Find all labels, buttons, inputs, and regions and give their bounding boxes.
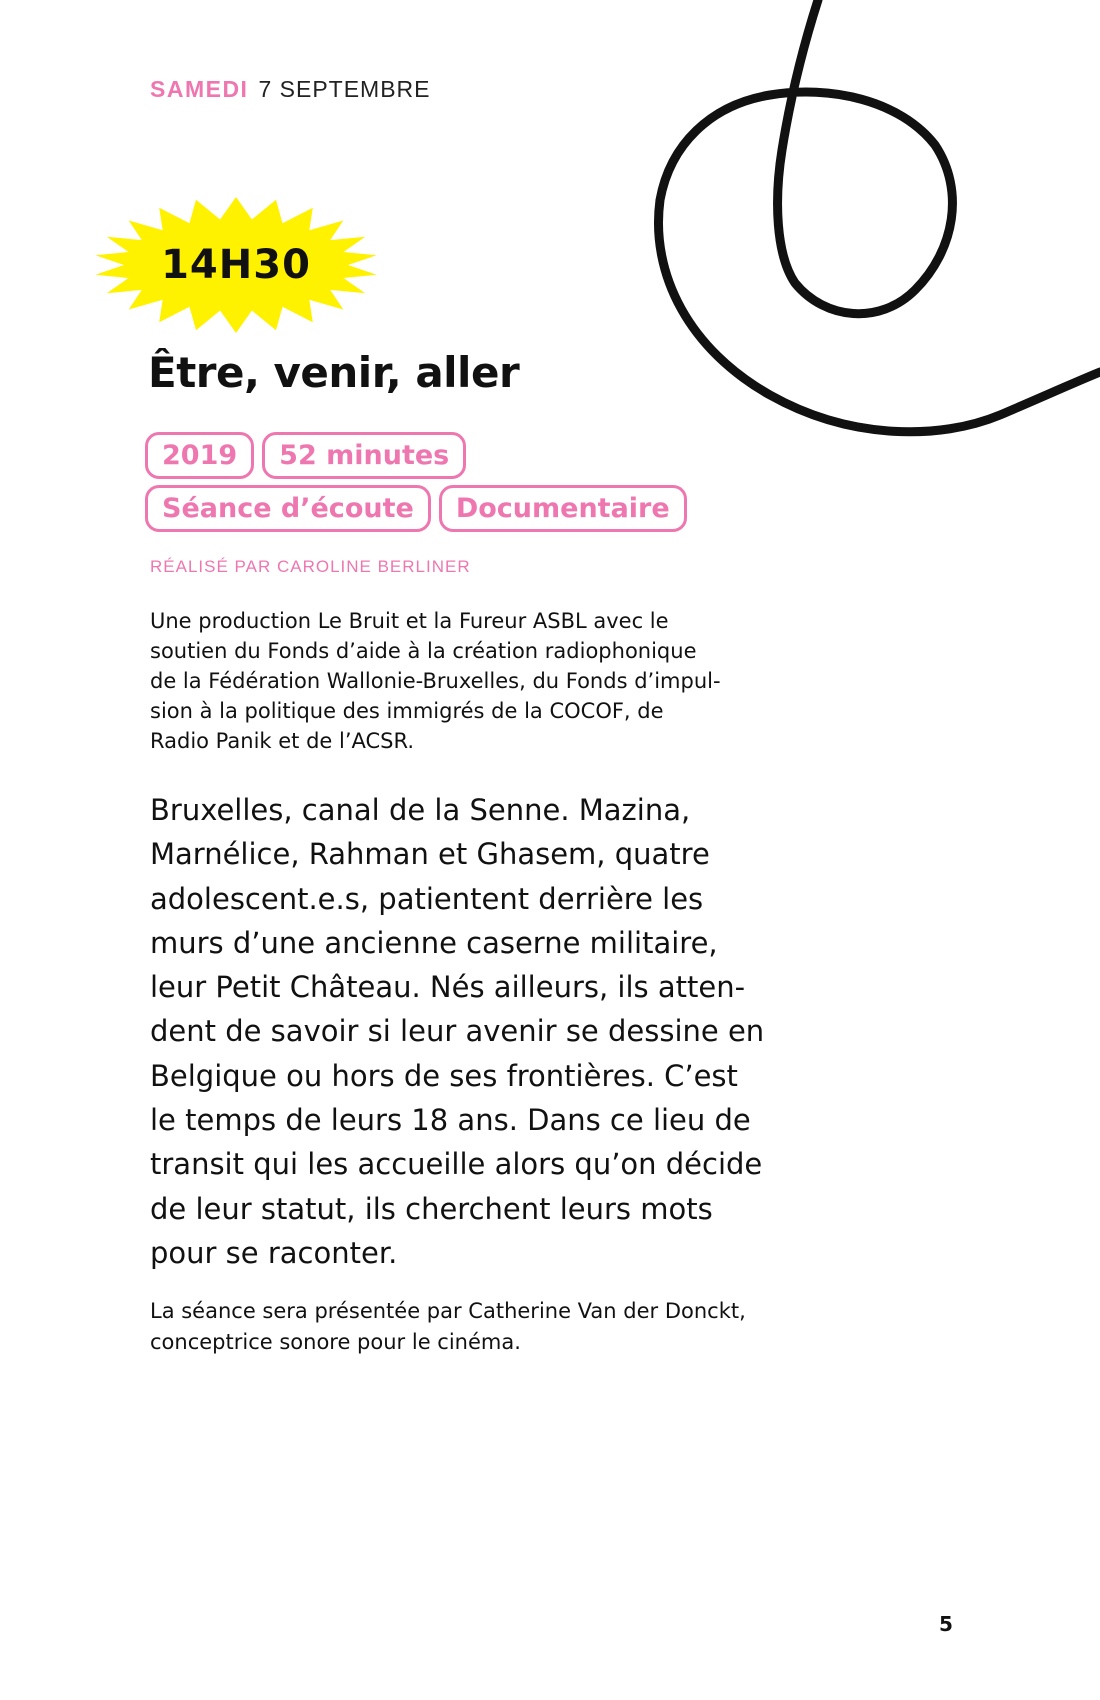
production-line: soutien du Fonds d’aide à la création radiophonique xyxy=(150,639,697,663)
presenter-note xyxy=(150,1296,870,1358)
production-line: Une production Le Bruit et la Fureur ASBL avec le xyxy=(150,609,669,633)
synopsis-line: transit qui les accueille alors qu’on décide xyxy=(150,1147,763,1182)
synopsis xyxy=(150,788,870,1275)
synopsis-line: de leur statut, ils cherchent leurs mots xyxy=(150,1191,713,1226)
tag-row-type xyxy=(145,485,687,532)
production-line: sion à la politique des immigrés de la COCOF, de xyxy=(150,699,664,723)
director-credit: RÉALISÉ PAR CAROLINE BERLINER xyxy=(150,557,471,576)
page-number: 5 xyxy=(939,1612,953,1636)
tag-year: 2019 xyxy=(145,432,254,479)
event-day: SAMEDI xyxy=(150,76,249,102)
presenter-line: conceptrice sonore pour le cinéma. xyxy=(150,1330,521,1354)
event-date-text: 7 SEPTEMBRE xyxy=(258,76,431,102)
synopsis-line: dent de savoir si leur avenir se dessine en xyxy=(150,1014,765,1049)
tag-format: Séance d’écoute xyxy=(145,485,431,532)
presenter-line: La séance sera présentée par Catherine Van der Donckt, xyxy=(150,1299,746,1323)
squiggle-line-decoration xyxy=(600,0,1100,500)
synopsis-line: le temps de leurs 18 ans. Dans ce lieu de xyxy=(150,1103,751,1138)
tag-row-info xyxy=(145,432,466,479)
synopsis-line: adolescent.e.s, patientent derrière les xyxy=(150,881,704,916)
synopsis-line: Belgique ou hors de ses frontières. C’est xyxy=(150,1058,738,1093)
tag-genre: Documentaire xyxy=(439,485,687,532)
production-line: de la Fédération Wallonie-Bruxelles, du Fonds d’impul- xyxy=(150,669,721,693)
time-burst-badge xyxy=(94,197,378,333)
production-line: Radio Panik et de l’ACSR. xyxy=(150,729,415,753)
synopsis-line: Marnélice, Rahman et Ghasem, quatre xyxy=(150,837,710,872)
synopsis-line: Bruxelles, canal de la Senne. Mazina, xyxy=(150,793,691,827)
synopsis-line: pour se raconter. xyxy=(150,1235,398,1270)
event-date xyxy=(150,76,431,103)
event-title: Être, venir, aller xyxy=(148,348,520,397)
tag-duration: 52 minutes xyxy=(262,432,466,479)
event-time: 14H30 xyxy=(161,242,311,288)
production-notice xyxy=(150,606,830,756)
synopsis-line: leur Petit Château. Nés ailleurs, ils atten- xyxy=(150,970,746,1005)
synopsis-line: murs d’une ancienne caserne militaire, xyxy=(150,925,718,960)
